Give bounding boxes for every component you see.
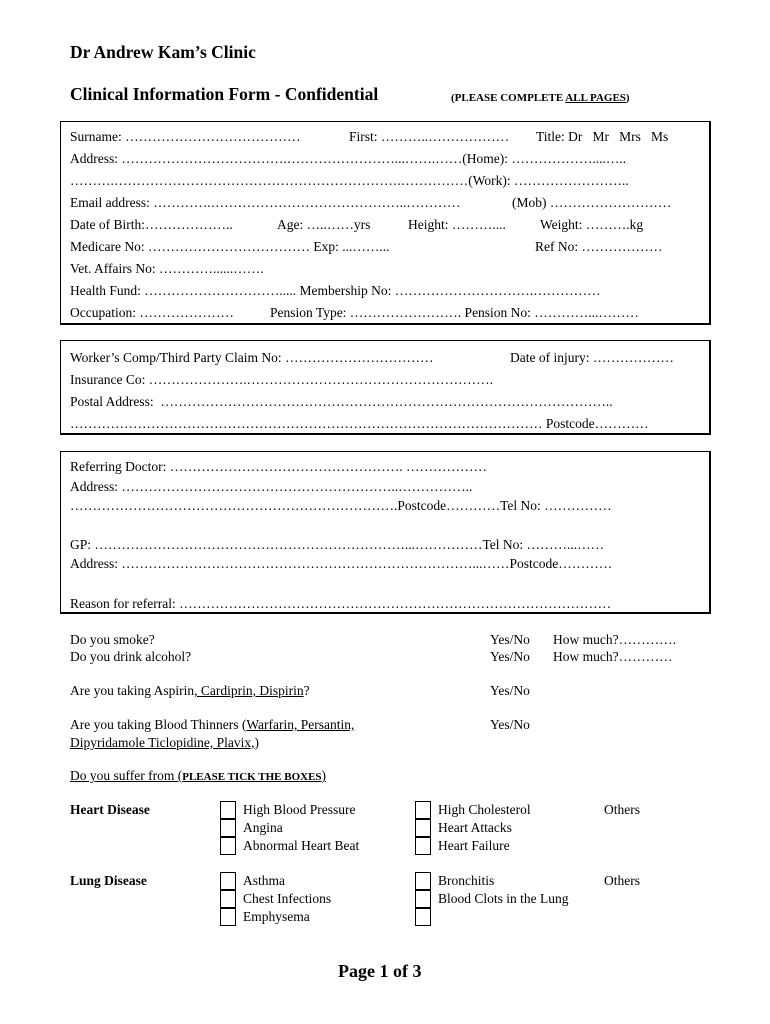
note-all-pages: ALL PAGES bbox=[565, 92, 626, 104]
clinic-name: Dr Andrew Kam’s Clinic bbox=[70, 42, 256, 62]
lung-disease-label: Lung Disease bbox=[70, 873, 147, 888]
checkbox-heart-failure[interactable] bbox=[415, 837, 431, 855]
checkbox-lung-blank[interactable] bbox=[415, 908, 431, 926]
note-close: ) bbox=[625, 92, 630, 104]
smoke-how-much[interactable]: How much?…………. bbox=[553, 632, 676, 647]
form-title: Clinical Information Form - Confidential bbox=[70, 84, 379, 104]
complete-note bbox=[451, 90, 630, 106]
height-field[interactable]: Height: ……….... bbox=[408, 217, 506, 232]
thinners-pre: Are you taking Blood Thinners ( bbox=[70, 717, 247, 732]
referral-address-field[interactable]: Address: ……………………………………………………..…………….. bbox=[70, 479, 473, 494]
postal-address-field[interactable]: Postal Address: ……………………………………………………………………………………….. bbox=[70, 394, 613, 409]
referral-box bbox=[60, 451, 711, 614]
suffer-intro-close: ) bbox=[321, 768, 327, 783]
email-field[interactable]: Email address: ………….……………………………………..………… bbox=[70, 195, 461, 210]
reason-field[interactable]: Reason for referral: …………………………………………………………………………………… bbox=[70, 596, 612, 611]
high-cholesterol-label: High Cholesterol bbox=[438, 802, 531, 817]
checkbox-chest-infections[interactable] bbox=[220, 890, 236, 908]
suffer-intro bbox=[70, 768, 326, 785]
aspirin-drugs: , Cardiprin, Dispirin bbox=[194, 683, 304, 698]
alcohol-yesno[interactable]: Yes/No bbox=[490, 649, 530, 664]
aspirin-post: ? bbox=[303, 683, 310, 698]
address-work-field[interactable]: ……….……………………………………………………….……………(Work): …………………….. bbox=[70, 173, 629, 188]
vet-affairs-field[interactable]: Vet. Affairs No: …………......……. bbox=[70, 261, 264, 276]
thinners-yesno[interactable]: Yes/No bbox=[490, 717, 530, 732]
thinners-question bbox=[70, 717, 354, 733]
referring-doctor-field[interactable]: Referring Doctor: ……………………………………………. ……………… bbox=[70, 459, 487, 474]
postal-postcode-field[interactable]: …………………………………………………………………………………………… Postcode………… bbox=[70, 416, 649, 431]
note-open: (PLEASE COMPLETE bbox=[451, 92, 566, 104]
checkbox-emphysema[interactable] bbox=[220, 908, 236, 926]
checkbox-angina[interactable] bbox=[220, 819, 236, 837]
heart-failure-label: Heart Failure bbox=[438, 838, 510, 853]
title-field[interactable]: Title: Dr Mr Mrs Ms bbox=[536, 129, 669, 144]
lung-others-label[interactable]: Others bbox=[604, 873, 640, 888]
checkbox-asthma[interactable] bbox=[220, 872, 236, 890]
checkbox-bronchitis[interactable] bbox=[415, 872, 431, 890]
heart-others-label[interactable]: Others bbox=[604, 802, 640, 817]
angina-label: Angina bbox=[243, 820, 283, 835]
heart-disease-label: Heart Disease bbox=[70, 802, 150, 817]
occupation-field[interactable]: Occupation: ………………… bbox=[70, 305, 234, 320]
abnormal-heart-beat-label: Abnormal Heart Beat bbox=[243, 838, 360, 853]
medicare-field[interactable]: Medicare No: ……………………………… Exp: ...……... bbox=[70, 239, 390, 254]
bronchitis-label: Bronchitis bbox=[438, 873, 495, 888]
gp-address-field[interactable]: Address: ……………………………………………………………………...……Postcode………… bbox=[70, 556, 613, 571]
high-blood-pressure-label: High Blood Pressure bbox=[243, 802, 356, 817]
age-field[interactable]: Age: …..……yrs bbox=[277, 217, 371, 232]
referral-postcode-field[interactable]: ……………………………………………………………….Postcode…………Tel No: …………… bbox=[70, 498, 612, 513]
suffer-intro-bold: PLEASE TICK THE BOXES bbox=[182, 771, 322, 783]
thinners-drugs: Warfarin, Persantin, bbox=[246, 717, 355, 732]
health-fund-field[interactable]: Health Fund: …………………………..... Membership No: ………………………….…………… bbox=[70, 283, 601, 298]
suffer-intro-text: Do you suffer from ( bbox=[70, 768, 183, 783]
weight-field[interactable]: Weight: ……….kg bbox=[540, 217, 644, 232]
checkbox-high-cholesterol[interactable] bbox=[415, 801, 431, 819]
chest-infections-label: Chest Infections bbox=[243, 891, 332, 906]
page-number: Page 1 of 3 bbox=[338, 961, 422, 981]
ref-no-field[interactable]: Ref No: ……………… bbox=[535, 239, 663, 254]
checkbox-abnormal-heart-beat[interactable] bbox=[220, 837, 236, 855]
alcohol-how-much[interactable]: How much?………… bbox=[553, 649, 673, 664]
emphysema-label: Emphysema bbox=[243, 909, 310, 924]
date-of-injury-field[interactable]: Date of injury: ……………… bbox=[510, 350, 674, 365]
workers-comp-field[interactable]: Worker’s Comp/Third Party Claim No: …………………………… bbox=[70, 350, 434, 365]
asthma-label: Asthma bbox=[243, 873, 285, 888]
thinners-close: ) bbox=[254, 735, 259, 750]
checkbox-blood-clots-lung[interactable] bbox=[415, 890, 431, 908]
aspirin-yesno[interactable]: Yes/No bbox=[490, 683, 530, 698]
smoke-yesno[interactable]: Yes/No bbox=[490, 632, 530, 647]
mobile-field[interactable]: (Mob) ……………………… bbox=[512, 195, 672, 210]
alcohol-question: Do you drink alcohol? bbox=[70, 649, 192, 664]
checkbox-high-blood-pressure[interactable] bbox=[220, 801, 236, 819]
heart-attacks-label: Heart Attacks bbox=[438, 820, 512, 835]
blood-clots-label: Blood Clots in the Lung bbox=[438, 891, 569, 906]
insurance-field[interactable]: Insurance Co: ………………….………………………………………………. bbox=[70, 372, 493, 387]
surname-field[interactable]: Surname: ………………………………… bbox=[70, 129, 301, 144]
dob-field[interactable]: Date of Birth:……………….. bbox=[70, 217, 233, 232]
aspirin-pre: Are you taking Aspirin bbox=[70, 683, 195, 698]
first-name-field[interactable]: First: ………..……………… bbox=[349, 129, 510, 144]
smoke-question: Do you smoke? bbox=[70, 632, 155, 647]
thinners-question-line2 bbox=[70, 735, 259, 751]
pension-field[interactable]: Pension Type: ……………………. Pension No: …………...……… bbox=[270, 305, 639, 320]
thinners-drugs-2: Dipyridamole Ticlopidine, Plavix, bbox=[70, 735, 255, 750]
address-home-field[interactable]: Address: ……………………………….……………………...…….……(Home): ………………....….. bbox=[70, 151, 627, 166]
aspirin-question bbox=[70, 683, 310, 699]
gp-field[interactable]: GP: ……………………………………………………………...……………Tel No: ………...…… bbox=[70, 537, 605, 552]
checkbox-heart-attacks[interactable] bbox=[415, 819, 431, 837]
